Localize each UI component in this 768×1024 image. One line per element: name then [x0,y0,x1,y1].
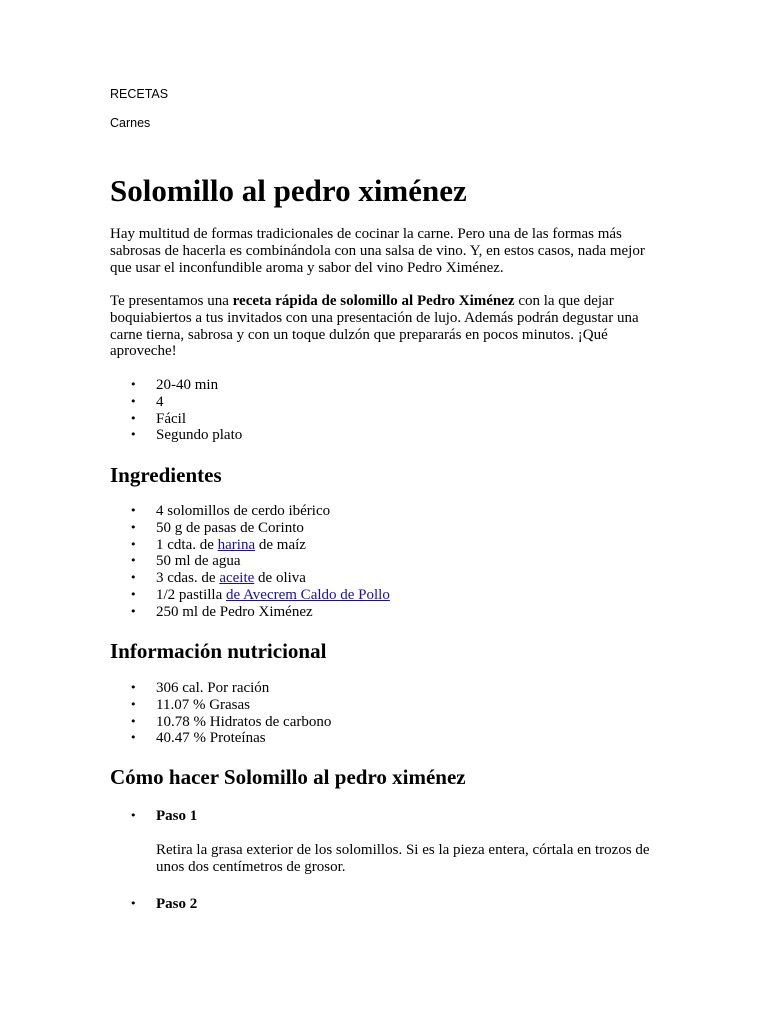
ingredient-item: • 50 g de pasas de Corinto [110,520,390,537]
intro-paragraph-2-start: Te presentamos una [110,293,233,309]
step-title: • Paso 1 [156,808,198,824]
nutrition-list [110,680,331,747]
ingredient-text: de maíz [255,536,306,553]
steps-list [110,808,670,933]
ingredient-item: • 4 solomillos de cerdo ibérico [110,503,390,520]
recipe-servings: • 4 [110,394,242,411]
ingredient-link-aceite[interactable]: aceite [219,570,255,587]
recipe-meta-list [110,377,242,444]
nutrition-item: • 306 cal. Por ración [110,680,331,697]
step-item [110,808,670,876]
step-text: Retira la grasa exterior de los solomillos. Si es la pieza entera, córtala en trozos de unos dos centímetros de grosor. [156,842,650,875]
step-item [110,896,670,913]
ingredient-link-harina[interactable]: harina [217,536,256,553]
intro-paragraph-2-end: con la que dejar boquiabiertos a tus invitados con una presentación de lujo. Además podrán degustar una carne tierna, sabrosa y con un toque dulzón que prepararás en pocos minutos. ¡Qué aproveche! [110,293,639,360]
ingredient-link-avecrem[interactable]: de Avecrem Caldo de Pollo [226,586,390,603]
intro-highlight: receta rápida de solomillo al Pedro Ximénez [232,293,515,309]
ingredient-item [110,570,390,587]
breadcrumb-category[interactable]: Carnes [110,116,151,130]
nutrition-item: • 40.47 % Proteínas [110,730,331,747]
ingredient-text: 1 cdta. de [156,536,218,553]
howto-heading: Cómo hacer Solomillo al pedro ximénez [110,765,466,789]
nutrition-item: • 11.07 % Grasas [110,697,331,714]
ingredient-item: • 250 ml de Pedro Ximénez [110,604,390,621]
ingredient-text: de oliva [254,570,306,587]
ingredients-heading: Ingredientes [110,463,222,487]
step-title: • Paso 2 [156,895,198,912]
ingredient-item [110,537,390,554]
page-title: Solomillo al pedro ximénez [110,173,467,208]
ingredients-list [110,503,390,621]
intro-paragraph: Hay multitud de formas tradicionales de cocinar la carne. Pero una de las formas más sabrosas de hacerla es combinándola con una salsa de vino. Y, en estos casos, nada mejor que usar el inconfundible aroma y sabor del vino Pedro Ximénez. [110,226,645,276]
intro-paragraph-2 [110,293,670,360]
recipe-course: • Segundo plato [110,427,242,444]
ingredient-text: 3 cdas. de [156,570,220,587]
recipe-difficulty: • Fácil [110,411,242,428]
ingredient-item: • 50 ml de agua [110,553,390,570]
recipe-time: • 20-40 min [110,377,242,394]
ingredient-text: 1/2 pastilla [156,586,226,603]
nutrition-item: • 10.78 % Hidratos de carbono [110,714,331,731]
nutrition-heading: Información nutricional [110,639,327,663]
ingredient-item [110,587,390,604]
breadcrumb-section[interactable]: RECETAS [110,87,169,101]
